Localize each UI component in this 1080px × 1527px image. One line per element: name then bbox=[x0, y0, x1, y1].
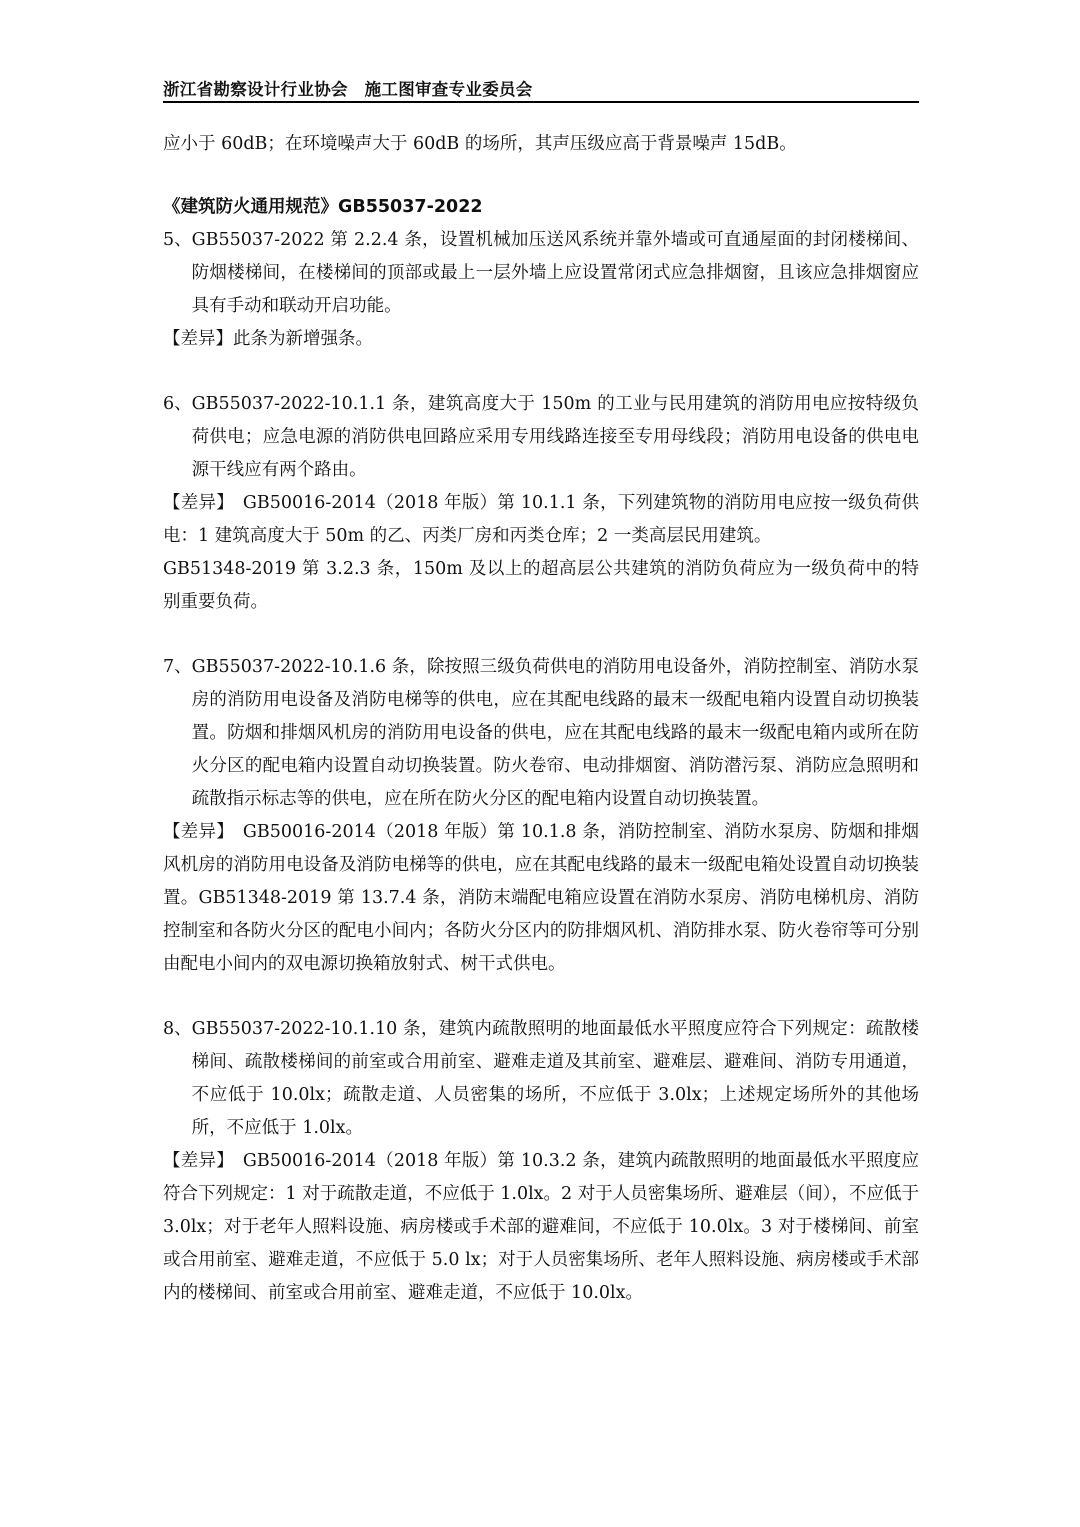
item-text: GB55037-2022 第 2.2.4 条，设置机械加压送风系统并靠外墙或可直通屋面的封闭楼梯间、防烟楼梯间，在楼梯间的顶部或最上一层外墙上应设置常闭式应急排烟窗，且该应急排烟窗应具有手动和联动开启功能。 bbox=[191, 230, 919, 316]
intro-line: 应小于 60dB；在环境噪声大于 60dB 的场所，其声压级应高于背景噪声 15dB。 bbox=[163, 134, 797, 154]
item-number: 8、 bbox=[163, 1019, 192, 1039]
difference-note: 【差异】 GB50016-2014（2018 年版）第 10.1.8 条，消防控制室、消防水泵房、防烟和排烟风机房的消防用电设备及消防电梯等的供电，应在其配电线路的最末一级配电箱处设置自动切换装置。GB51348-2019 第 13.7.4 条，消防末端配电箱应设置在消防水泵房、消防电梯机房、消防控制室和各防火分区的配电小间内；各防火分区内的防排烟风机、消防排水泵、防火卷帘等可分别由配电小间内的双电源切换箱放射式、树干式供电。 bbox=[163, 822, 919, 974]
page-header: 浙江省勘察设计行业协会 施工图审查专业委员会 bbox=[163, 80, 533, 99]
header-divider bbox=[163, 101, 919, 103]
list-item bbox=[163, 1013, 919, 1145]
list-item bbox=[163, 224, 919, 323]
difference-note-cont: GB51348-2019 第 3.2.3 条，150m 及以上的超高层公共建筑的消防负荷应为一级负荷中的特别重要负荷。 bbox=[163, 559, 919, 612]
item-number: 7、 bbox=[163, 657, 192, 677]
list-item bbox=[163, 651, 919, 816]
list-item bbox=[163, 388, 919, 487]
item-text: GB55037-2022-10.1.10 条，建筑内疏散照明的地面最低水平照度应符合下列规定：疏散楼梯间、疏散楼梯间的前室或合用前室、避难走道及其前室、避难层、避难间、消防专用通道，不应低于 10.0lx；疏散走道、人员密集的场所，不应低于 3.0lx；上述规定场所外的其他场所，不应低于 1.0lx。 bbox=[191, 1019, 919, 1138]
difference-note: 【差异】 GB50016-2014（2018 年版）第 10.1.1 条，下列建筑物的消防用电应按一级负荷供电：1 建筑高度大于 50m 的乙、丙类厂房和丙类仓库；2 一类高层民用建筑。 bbox=[163, 493, 919, 546]
item-number: 5、 bbox=[163, 230, 192, 250]
difference-note: 【差异】此条为新增强条。 bbox=[163, 329, 373, 349]
item-number: 6、 bbox=[163, 394, 192, 414]
item-text: GB55037-2022-10.1.6 条，除按照三级负荷供电的消防用电设备外，消防控制室、消防水泵房的消防用电设备及消防电梯等的供电，应在其配电线路的最末一级配电箱内设置自动切换装置。防烟和排烟风机房的消防用电设备的供电，应在其配电线路的最末一级配电箱内或所在防火分区的配电箱内设置自动切换装置。防火卷帘、电动排烟窗、消防潜污泵、消防应急照明和疏散指示标志等的供电，应在所在防火分区的配电箱内设置自动切换装置。 bbox=[191, 657, 919, 809]
item-text: GB55037-2022-10.1.1 条，建筑高度大于 150m 的工业与民用建筑的消防用电应按特级负荷供电；应急电源的消防供电回路应采用专用线路连接至专用母线段；消防用电设备的供电电源干线应有两个路由。 bbox=[191, 394, 919, 480]
page-content bbox=[163, 128, 919, 1310]
section-title: 《建筑防火通用规范》GB55037-2022 bbox=[163, 197, 483, 217]
difference-note: 【差异】 GB50016-2014（2018 年版）第 10.3.2 条，建筑内疏散照明的地面最低水平照度应符合下列规定：1 对于疏散走道，不应低于 1.0lx。2 对于人员密集场所、避难层（间），不应低于 3.0lx；对于老年人照料设施、病房楼或手术部的避难间，不应低于 10.0lx。3 对于楼梯间、前室或合用前室、避难走道，不应低于 5.0 lx；对于人员密集场所、老年人照料设施、病房楼或手术部内的楼梯间、前室或合用前室、避难走道，不应低于 10.0lx。 bbox=[163, 1151, 920, 1303]
